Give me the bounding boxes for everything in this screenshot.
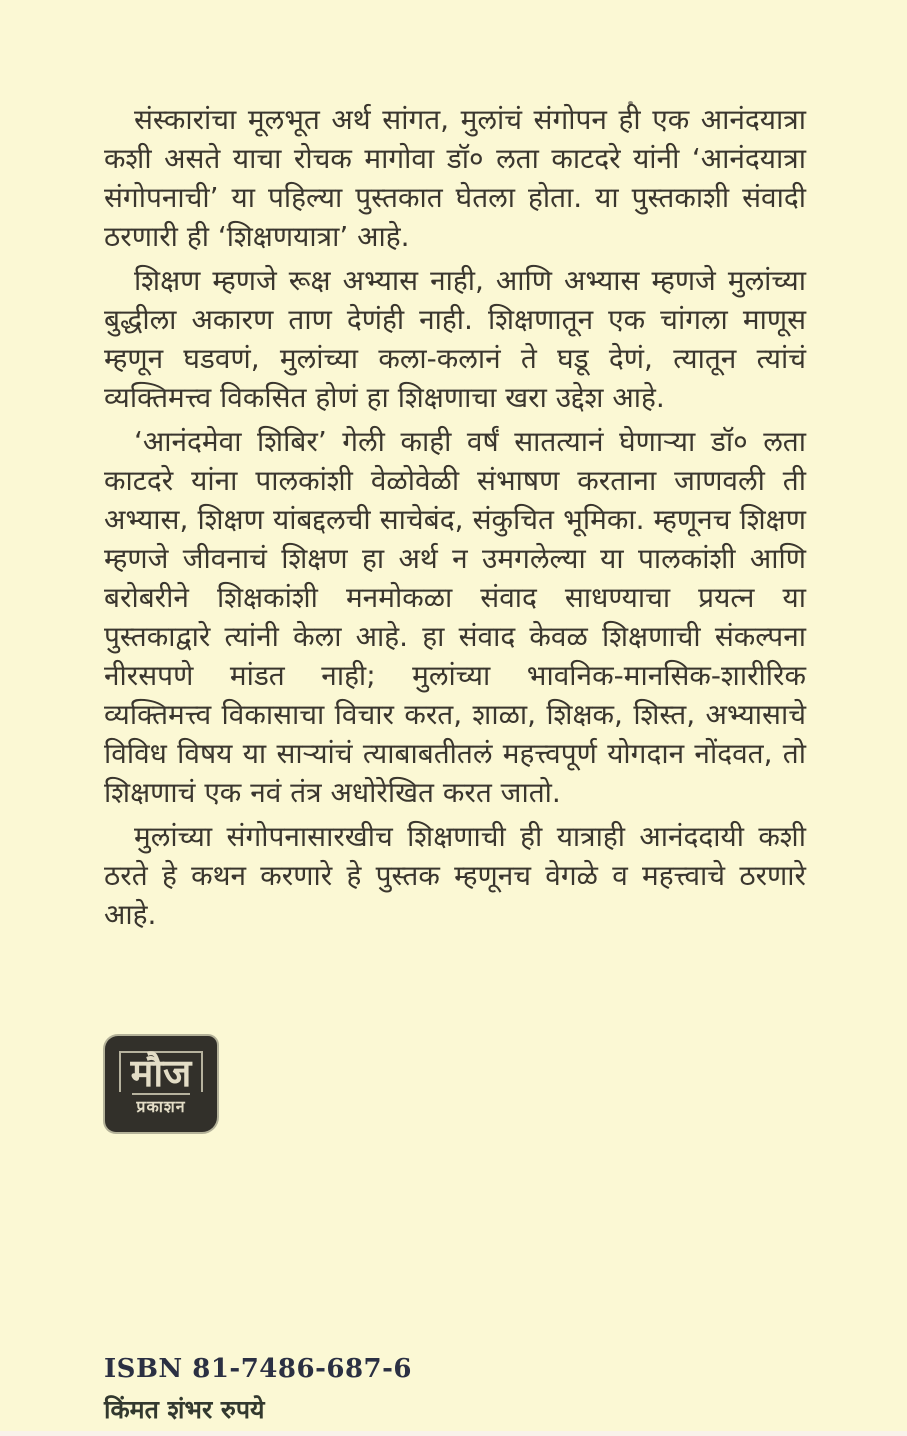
price-text: किंमत शंभर रुपये <box>104 1395 265 1424</box>
blurb-paragraph-1: संस्कारांचा मूलभूत अर्थ सांगत, मुलांचं संगोपन ही एक आनंदयात्रा कशी असते याचा रोचक मागोवा डॉ० लता काटदरे यांनी ‘आनंदयात्रा संगोपनाची’ या पहिल्या पुस्तकात घेतला होता. या पुस्तकाशी संवादी ठरणारी ही ‘शिक्षणयात्रा’ आहे. <box>104 103 806 253</box>
blurb-paragraph-2: शिक्षण म्हणजे रूक्ष अभ्यास नाही, आणि अभ्यास म्हणजे मुलांच्या बुद्धीला अकारण ताण देणंही नाही. शिक्षणातून एक चांगला माणूस म्हणून घडवणं, मुलांच्या कला-कलानं ते घडू देणं, त्यातून त्यांचं व्यक्तिमत्त्व विकसित होणं हा शिक्षणाचा खरा उद्देश आहे. <box>104 264 806 414</box>
blurb-text-block <box>104 100 806 939</box>
blurb-paragraph-3: ‘आनंदमेवा शिबिर’ गेली काही वर्षं सातत्यानं घेणाऱ्या डॉ० लता काटदरे यांना पालकांशी वेळोवेळी संभाषण करताना जाणवली ती अभ्यास, शिक्षण यांबद्दलची साचेबंद, संकुचित भूमिका. म्हणूनच शिक्षण म्हणजे जीवनाचं शिक्षण हा अर्थ न उमगलेल्या या पालकांशी आणि बरोबरीने शिक्षकांशी मनमोकळा संवाद साधण्याचा प्रयत्न या पुस्तकाद्वारे त्यांनी केला आहे. हा संवाद केवळ शिक्षणाची संकल्पना नीरसपणे मांडत नाही; मुलांच्या भावनिक-मानसिक-शारीरिक व्यक्तिमत्त्व विकासाचा विचार करत, शाळा, शिक्षक, शिस्त, अभ्यासाचे विविध विषय या साऱ्यांचं त्याबाबतीतलं महत्त्वपूर्ण योगदान नोंदवत, तो शिक्षणाचं एक नवं तंत्र अधोरेखित करत जातो. <box>104 425 806 809</box>
blurb-paragraph-4: मुलांच्या संगोपनासारखीच शिक्षणाची ही यात्राही आनंददायी कशी ठरते हे कथन करणारे हे पुस्तक म्हणूनच वेगळे व महत्त्वाचे ठरणारे आहे. <box>104 820 806 931</box>
publisher-logo-subtitle: प्रकाशन <box>132 1093 189 1117</box>
scan-edge-strip <box>0 1431 907 1436</box>
publisher-logo-stamp <box>105 1036 217 1132</box>
isbn-text: ISBN 81-7486-687-6 <box>104 1354 413 1384</box>
publisher-logo-title: मौज <box>119 1051 204 1092</box>
